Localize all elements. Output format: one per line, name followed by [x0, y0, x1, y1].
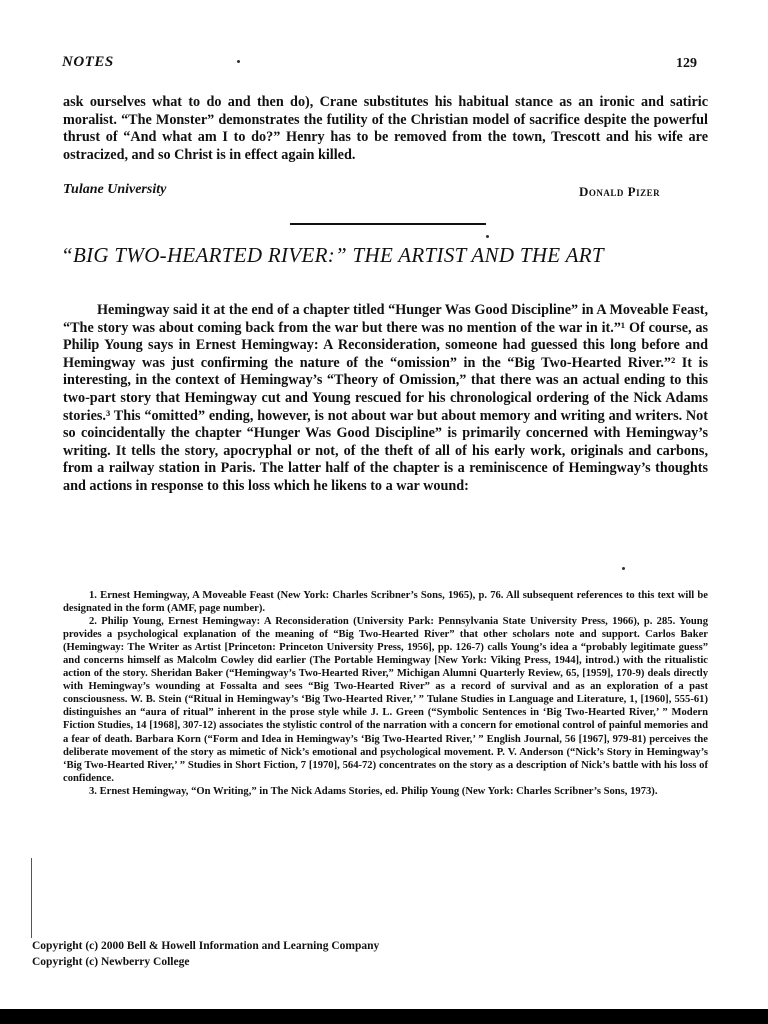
scan-speck — [237, 60, 240, 63]
footnote-1: 1. Ernest Hemingway, A Moveable Feast (New York: Charles Scribner’s Sons, 1965), p. 76. All subsequent references to this text will be designated in the form (AMF, page number). — [63, 590, 708, 615]
copyright-line-1: Copyright (c) 2000 Bell & Howell Information and Learning Company — [32, 940, 380, 952]
scan-speck — [486, 235, 489, 238]
footnote-3: 3. Ernest Hemingway, “On Writing,” in The Nick Adams Stories, ed. Philip Young (New York: Charles Scribner’s Sons, 1973). — [89, 785, 658, 797]
margin-scan-mark — [31, 858, 32, 938]
scan-bottom-border — [0, 1009, 768, 1024]
author-name: Donald Pizer — [579, 184, 661, 199]
copyright-line-2: Copyright (c) Newberry College — [32, 956, 190, 968]
running-header-section: NOTES — [62, 54, 114, 70]
article-body — [63, 302, 708, 496]
page-number: 129 — [676, 56, 697, 71]
article-title: “BIG TWO-HEARTED RIVER:” THE ARTIST AND THE ART — [61, 243, 604, 267]
author-affiliation: Tulane University — [63, 182, 167, 197]
previous-note-text: ask ourselves what to do and then do), Crane substitutes his habitual stance as an ironic and satiric moralist. “The Monster” demonstrates the futility of the Christian model of sacrifice despite the powerful thrust of “And what am I to do?” Henry has to be removed from the town, Trescott and his wife are ostracized, and so Christ is in effect again killed. — [63, 94, 708, 163]
scan-speck — [622, 567, 625, 570]
footnotes — [63, 589, 708, 798]
footnote-2: 2. Philip Young, Ernest Hemingway: A Reconsideration (University Park: Pennsylvania State University Press, 1966), p. 285. Young provides a psychological explanation of the meaning of “Big Two-Hearted River” that other scholars note and support. Carlos Baker (Hemingway: The Writer as Artist [Princeton: Princeton University Press, 1956], pp. 126-7) calls Young’s idea a “probably legitimate guess” and concerns himself as Malcolm Cowley did earlier (The Portable Hemingway [New York: Viking Press, 1944], introd.) with the ritualistic action of the story. Sheridan Baker (“Hemingway’s Two-Hearted River,” Michigan Alumni Quarterly Review, 65, [1959], 170-9) deals directly with Hemingway’s wounding at Fossalta and sees “Big Two-Hearted River” as a record of survival and as an exploration of a past consciousness. W. B. Stein (“Ritual in Hemingway’s ‘Big Two-Hearted River,’ ” Tulane Studies in Language and Literature, 1, [1960], 555-61) distinguishes an “aura of ritual” inherent in the prose style while J. L. Green (“Symbolic Sentences in ‘Big Two-Hearted River,’ ” Modern Fiction Studies, 14 [1968], 307-12) associates the stylistic control of the narration with a concern for emotional control of painful memories and a fear of death. Barbara Korn (“Form and Idea in Hemingway’s ‘Big Two-Hearted River,’ ” English Journal, 56 [1967], 979-81) perceives the deliberate movement of the story as mimetic of Nick’s emotional and psychological movement. P. V. Anderson (“Nick’s Story in Hemingway’s ‘Big Two-Hearted River,’ ” Studies in Short Fiction, 7 [1970], 564-72) concentrates on the story as a description of Nick’s battle with his loss of confidence. — [63, 616, 708, 784]
copyright-notice — [32, 938, 379, 970]
section-divider — [290, 223, 486, 225]
body-paragraph: Hemingway said it at the end of a chapter titled “Hunger Was Good Discipline” in A Moveable Feast, “The story was about coming back from the war but there was no mention of the war in it.”¹ Of course, as Philip Young says in Ernest Hemingway: A Reconsideration, someone had guessed this long before and Hemingway was just confirming the nature of the “omission” in the “Big Two-Hearted River.”² It is interesting, in the context of Hemingway’s “Theory of Omission,” that there was an actual ending to this two-part story that Hemingway cut and Young rescued for his chronological ordering of the Nick Adams stories.³ This “omitted” ending, however, is not about war but about memory and writing and writers. Not so coincidentally the chapter “Hunger Was Good Discipline” is primarily concerned with Hemingway’s writing. It tells the story, apocryphal or not, of the theft of all of his early work, originals and carbons, from a railway station in Paris. The latter half of the chapter is a reminiscence of Hemingway’s thoughts and actions in response to this loss which he likens to a war wound: — [63, 302, 708, 494]
